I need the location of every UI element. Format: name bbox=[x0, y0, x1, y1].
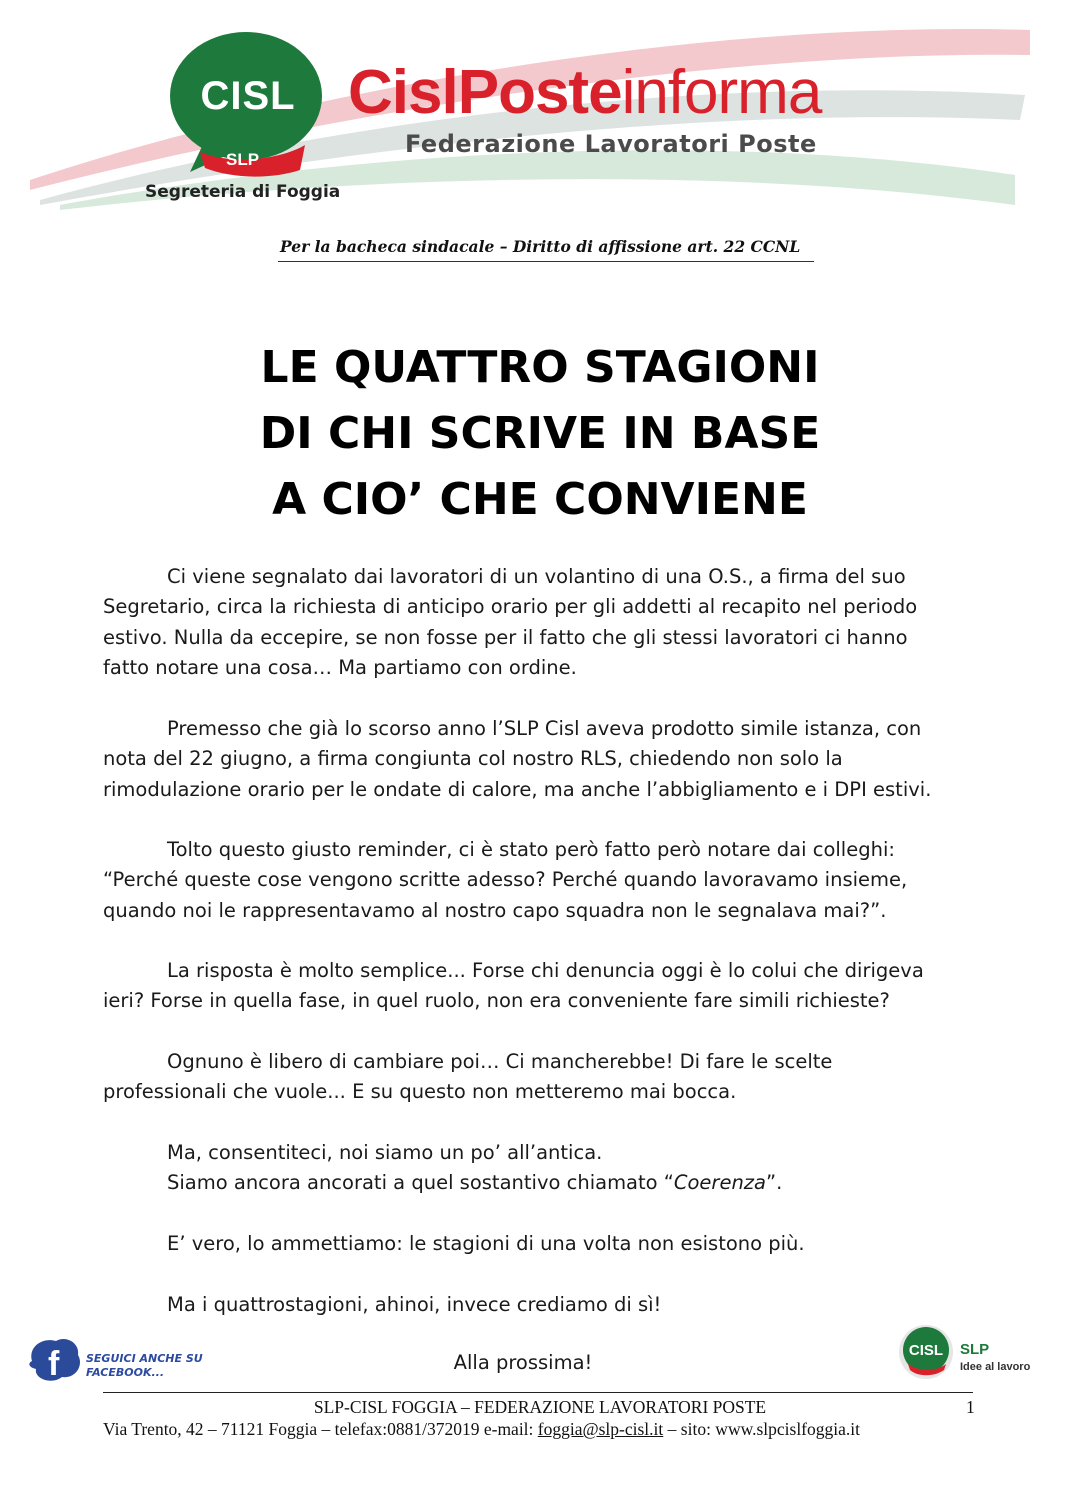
paragraph-5 bbox=[103, 1047, 983, 1108]
cisl-slp-logo bbox=[896, 1324, 1046, 1384]
facebook-icon bbox=[29, 1339, 80, 1383]
paragraph-2 bbox=[103, 714, 983, 805]
title-line-1: LE QUATTRO STAGIONI bbox=[260, 342, 820, 393]
brand-poste: Poste bbox=[457, 58, 622, 127]
title-line-3: A CIO’ CHE CONVIENE bbox=[272, 474, 808, 525]
slp-logo-cisl: CISL bbox=[908, 1342, 944, 1359]
p4-line: La risposta è molto semplice... Forse chi denuncia oggi è lo colui che dirigeva bbox=[167, 959, 924, 982]
p1-line: Ci viene segnalato dai lavoratori di un volantino di una O.S., a firma del suo bbox=[167, 565, 906, 588]
p2-line: rimodulazione orario per le ondate di calore, ma anche l’abbigliamento e i DPI estivi. bbox=[103, 777, 932, 801]
paragraph-4 bbox=[103, 956, 983, 1017]
footer-contacts: Via Trento, 42 – 71121 Foggia – telefax:0881/372019 e-mail: foggia@slp-cisl.it – sito: www.slpcislfoggia.it bbox=[103, 1419, 860, 1439]
brand-title bbox=[348, 58, 822, 127]
footer-org: SLP-CISL FOGGIA – FEDERAZIONE LAVORATORI POSTE bbox=[313, 1397, 767, 1417]
closing-line: Alla prossima! bbox=[453, 1351, 593, 1374]
brand-informa: informa bbox=[621, 58, 822, 127]
slp-logo-slp: SLP bbox=[960, 1341, 990, 1358]
p6-line: Ma, consentiteci, noi siamo un po’ all’antica. bbox=[167, 1141, 603, 1164]
p3-line: “Perché queste cose vengono scritte adesso? Perché quando lavoravamo insieme, bbox=[103, 868, 908, 892]
p5-line: professionali che vuole... E su questo non metteremo mai bocca. bbox=[103, 1080, 737, 1104]
p3-line: quando noi le rappresentavamo al nostro capo squadra non le segnalava mai?”. bbox=[103, 898, 887, 922]
facebook-label[interactable]: SEGUICI ANCHE SU FACEBOOK... bbox=[86, 1352, 203, 1379]
paragraph-3 bbox=[103, 835, 983, 926]
slp-badge: SLP bbox=[226, 150, 260, 169]
p1-line: fatto notare una cosa… Ma partiamo con ordine. bbox=[103, 656, 577, 680]
paragraph-1 bbox=[103, 562, 983, 684]
p1-line: estivo. Nulla da eccepire, se non fosse per il fatto che gli stessi lavoratori ci hanno bbox=[103, 625, 908, 649]
page-number: 1 bbox=[966, 1397, 975, 1417]
paragraph-6 bbox=[103, 1138, 983, 1199]
paragraph-7 bbox=[103, 1229, 983, 1259]
brand-subtitle: Federazione Lavoratori Poste bbox=[405, 130, 817, 158]
segreteria-label: Segreteria di Foggia bbox=[145, 182, 341, 202]
brand-cisl: Cisl bbox=[348, 58, 458, 127]
p2-line: nota del 22 giugno, a firma congiunta col nostro RLS, chiedendo non solo la bbox=[103, 747, 843, 771]
svg-text:f: f bbox=[48, 1345, 60, 1383]
p2-line: Premesso che già lo scorso anno l’SLP Cisl aveva prodotto simile istanza, con bbox=[167, 717, 922, 740]
p5-line: Ognuno è libero di cambiare poi… Ci mancherebbe! Di fare le scelte bbox=[167, 1050, 833, 1073]
affissione-underline bbox=[278, 261, 814, 262]
slp-logo-tagline: Idee al lavoro bbox=[960, 1361, 1031, 1373]
paragraph-8 bbox=[103, 1290, 983, 1320]
affissione-note: Per la bacheca sindacale – Diritto di affissione art. 22 CCNL bbox=[280, 237, 801, 256]
p7-line: E’ vero, lo ammettiamo: le stagioni di una volta non esistono più. bbox=[167, 1232, 805, 1255]
cisl-logo-text: CISL bbox=[200, 74, 296, 118]
p8-line: Ma i quattrostagioni, ahinoi, invece crediamo di sì! bbox=[167, 1293, 662, 1316]
p1-line: Segretario, circa la richiesta di anticipo orario per gli addetti al recapito nel periodo bbox=[103, 595, 918, 619]
p6-line: Siamo ancora ancorati a quel sostantivo chiamato “Coerenza”. bbox=[167, 1171, 783, 1195]
footer-divider bbox=[103, 1392, 973, 1393]
title-line-2: DI CHI SCRIVE IN BASE bbox=[259, 408, 821, 459]
p4-line: ieri? Forse in quella fase, in quel ruolo, non era conveniente fare simili richieste? bbox=[103, 989, 890, 1013]
footer-email-link[interactable]: foggia@slp-cisl.it bbox=[537, 1419, 664, 1439]
p3-line: Tolto questo giusto reminder, ci è stato però fatto però notare dai colleghi: bbox=[167, 838, 895, 861]
coerenza-emphasis: Coerenza bbox=[673, 1171, 766, 1195]
